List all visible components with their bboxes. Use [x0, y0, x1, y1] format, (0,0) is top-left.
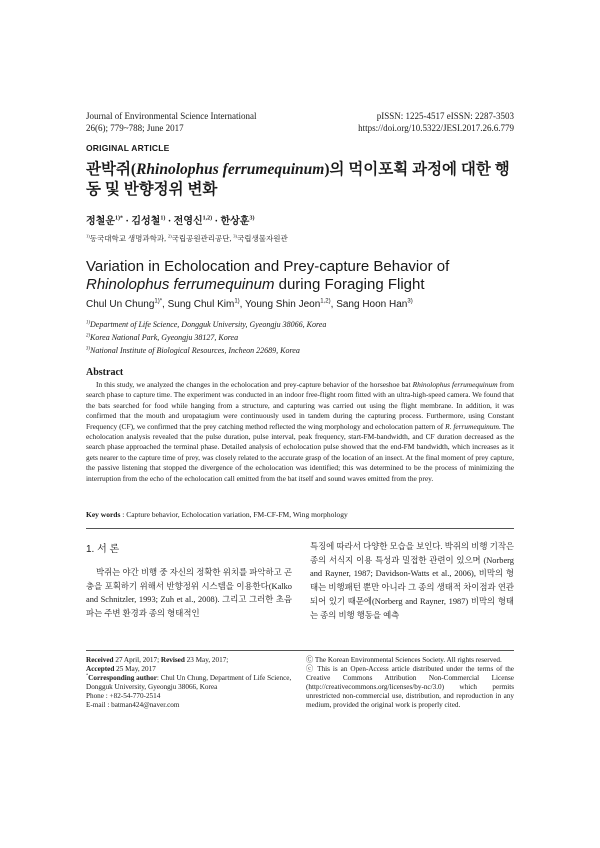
copyright-notice — [306, 656, 514, 710]
copyright: Ⓒ The Korean Environmental Sciences Society. All rights reserved. — [306, 656, 502, 664]
korean-affiliations: $^{1)}$동국대학교 생명과학과, $^{2)}$국립공원관리공단, $^{3)}$국립생물자원관 — [86, 233, 288, 243]
corresponding-author: *Corresponding author: Chul Un Chung, Department of Life Science, Dongguk University, Gyeongju 38066, Korea — [86, 672, 292, 691]
affiliation-2: $^{2)}$Korea National Park, Gyeongju 38127, Korea — [86, 333, 239, 342]
article-history: Received 27 April, 2017; Revised 23 May, 2017; Accepted 25 May, 2017 *Corresponding author: Chul Un Chung, Department of Life Science, Dongguk University, Gyeongju 38066, Korea Phone : +82-54-770-2514 E-mail : batman424@naver.com — [86, 656, 296, 710]
phone: Phone : +82-54-770-2514 — [86, 692, 161, 700]
abstract-heading: Abstract — [86, 367, 124, 378]
left-column — [86, 540, 292, 621]
doi-link[interactable]: https://doi.org/10.5322/JESI.2017.26.6.779 — [358, 123, 514, 133]
affiliation-3: $^{3)}$National Institute of Biological Resources, Incheon 22689, Korea — [86, 346, 300, 355]
article-type: ORIGINAL ARTICLE — [86, 143, 170, 153]
issn-header — [358, 110, 514, 134]
issn: pISSN: 1225-4517 eISSN: 2287-3503 — [376, 111, 514, 121]
english-title: Variation in Echolocation and Prey-capture Behavior of Rhinolophus ferrumequinum during Foraging Flight — [86, 258, 450, 293]
journal-header — [86, 110, 256, 134]
english-authors: Chul Un Chung$^{1)*}$, Sung Chul Kim$^{1)}$, Young Shin Jeon$^{1,2)}$, Sang Hoon Han$^{3)}$ — [86, 298, 413, 310]
journal-volume: 26(6); 779~788; June 2017 — [86, 123, 184, 133]
korean-authors: 정철운$^{1)*}$ · 김성철$^{1)}$ · 전영신$^{1,2)}$ · 한상훈$^{3)}$ — [86, 215, 255, 227]
email[interactable]: E-mail : batman424@naver.com — [86, 701, 180, 709]
abstract-text: In this study, we analyzed the changes in the echolocation and prey-capture behavior of the horseshoe bat Rhinolophus ferrumequinum from search phase to capture time. The experiment was conducted in an indoor free-flight room fitted with an ultra-high-speed camera. We found that the bats searched for food while hanging from a structure, and capturing was carried out using the flight membrane. In addition, it was confirmed that the mouth and uropatagium were continuously used in tandem during the capturing process. Furthermore, using Constant Frequency (CF), we confirmed that the prey catching method reflected the wing morphology and echolocation pattern of R. ferrumequinum. The echolocation analysis revealed that the pulse duration, pulse interval, peak frequency, start-FM-bandwidth, and CF duration decreased as the search phase approached the terminal phase. Detailed analysis of echolocation pulse showed that the end-FM bandwidth, which increases as it gets nearer to the capture time of prey, was closely related to the accurate grasp of the location of an insect. At the final moment of prey capture, the passive listening that stopped the divergence of the echolocation was identified; this was determined to be the process of minimizing the interruption from the echo of the echolocation call emitted from the bat itself and sound waves emitted from the prey. — [86, 380, 514, 483]
footnote-divider — [86, 650, 514, 651]
korean-title: 관박쥐(Rhinolophus ferrumequinum)의 먹이포획 과정에 대한 행동 및 반향정위 변화 — [86, 161, 510, 198]
section-heading: 1. 서 론 — [86, 544, 120, 555]
keywords: Key words : Capture behavior, Echolocation variation, FM-CF-FM, Wing morphology — [86, 510, 348, 519]
journal-name: Journal of Environmental Science International — [86, 111, 257, 121]
license: ⓒ This is an Open-Access article distributed under the terms of the Creative Commons Attribution Non-Commercial License (http://creativecommons.org/licenses/by-nc/3.0) which permits unrestricted non-commercial use, distribution, and reproduction in any medium, provided the original work is properly cited. — [306, 665, 514, 709]
body-text: 박쥐는 야간 비행 중 자신의 정확한 위치를 파악하고 곤충을 포획하기 위해서 반향정위 시스템을 이용한다(Kalko and Schnitzler, 1993; Zuh et al., 2008). 그리고 그러한 초음파는 주변 환경과 종의 형태적인 — [86, 568, 292, 619]
body-text: 특징에 따라서 다양한 모습을 보인다. 박쥐의 비행 기작은 종의 서식지 이용 특성과 밀접한 관련이 있으며 (Norberg and Rayner, 1987; Davidson-Watts et al., 2006), 비막의 형태는 비행패턴 뿐만 아니라 그 종의 생태적 차이점과 연관되어 있기 때문에(Norberg and Rayner, 1987) 비막의 형태는 종의 비행 행동을 예측 — [310, 542, 514, 620]
english-affiliations — [86, 318, 326, 357]
affiliation-1: $^{1)}$Department of Life Science, Dongguk University, Gyeongju 38066, Korea — [86, 320, 327, 329]
right-column — [310, 540, 514, 622]
divider — [86, 528, 514, 529]
